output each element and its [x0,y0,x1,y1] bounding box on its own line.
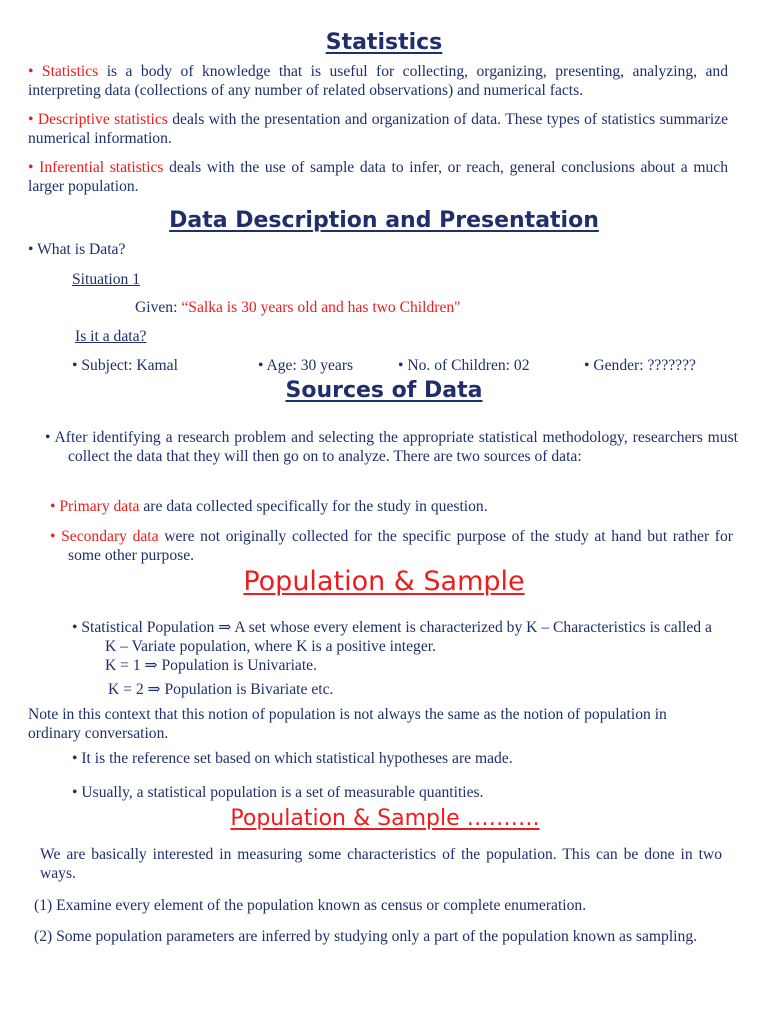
paragraph-descriptive-statistics: • Descriptive statistics deals with the presentation and organization of data. These types of statistics summarize numerical information. [28,111,728,147]
attribute-subject: • Subject: Kamal [72,357,178,374]
k1-univariate: K = 1 ⇒ Population is Univariate. [105,657,317,674]
paragraph-two-ways: We are basically interested in measuring some characteristics of the population. This can be done in two ways. [40,846,722,882]
heading-population-sample-continued: Population & Sample ………. [230,806,540,831]
way-sampling: (2) Some population parameters are inferred by studying only a part of the population known as sampling. [34,928,698,945]
heading-data-description: Data Description and Presentation [169,208,599,233]
term-statistics: Statistics [41,63,99,80]
way-census: (1) Examine every element of the population known as census or complete enumeration. [34,897,587,914]
term-descriptive-statistics: Descriptive statistics [37,111,168,128]
paragraph-inferential-statistics: • Inferential statistics deals with the use of sample data to infer, or reach, general conclusions about a much larger population. [28,159,728,195]
attribute-children: • No. of Children: 02 [398,357,530,374]
is-it-data: Is it a data? [75,328,147,345]
term-secondary-data: Secondary data [61,528,159,545]
term-inferential-statistics: Inferential statistics [39,159,164,176]
paragraph-statistics-definition: • Statistics is a body of knowledge that is useful for collecting, organizing, presenting, analyzing, and interpreting data (collections of any number of related observations) and numerical facts. [28,63,728,99]
heading-sources-of-data: Sources of Data [285,378,483,403]
attribute-age: • Age: 30 years [258,357,354,374]
bullet-measurable-quantities: • Usually, a statistical population is a set of measurable quantities. [72,784,484,801]
attribute-gender: • Gender: ??????? [584,357,696,374]
paragraph-population-note: Note in this context that this notion of population is not always the same as the notion of population in ordinary conversation. [28,706,667,742]
heading-statistics: Statistics [325,30,443,55]
given-statement: Given: “Salka is 30 years old and has two Children" [135,299,461,316]
paragraph-secondary-data: • Secondary data were not originally collected for the specific purpose of the study at hand but rather for some other purpose. [50,528,733,564]
bullet-reference-set: • It is the reference set based on which statistical hypotheses are made. [72,750,513,767]
term-primary-data: Primary data [59,498,140,515]
k2-bivariate: K = 2 ⇒ Population is Bivariate etc. [108,681,334,698]
what-is-data: • What is Data? [28,241,126,258]
heading-population-sample: Population & Sample [243,566,525,597]
given-quote: “Salka is 30 years old and has two Children" [181,299,461,316]
situation-label: Situation 1 [72,271,141,288]
paragraph-statistical-population: • Statistical Population ⇒ A set whose every element is characterized by K – Characteristics is called a K – Variate population, where K is a positive integer. [72,619,712,655]
paragraph-primary-data: • Primary data are data collected specifically for the study in question. [50,498,488,515]
paragraph-sources-intro: • After identifying a research problem and selecting the appropriate statistical methodology, researchers must collect the data that they will then go on to analyze. There are two sources of data: [45,429,738,465]
